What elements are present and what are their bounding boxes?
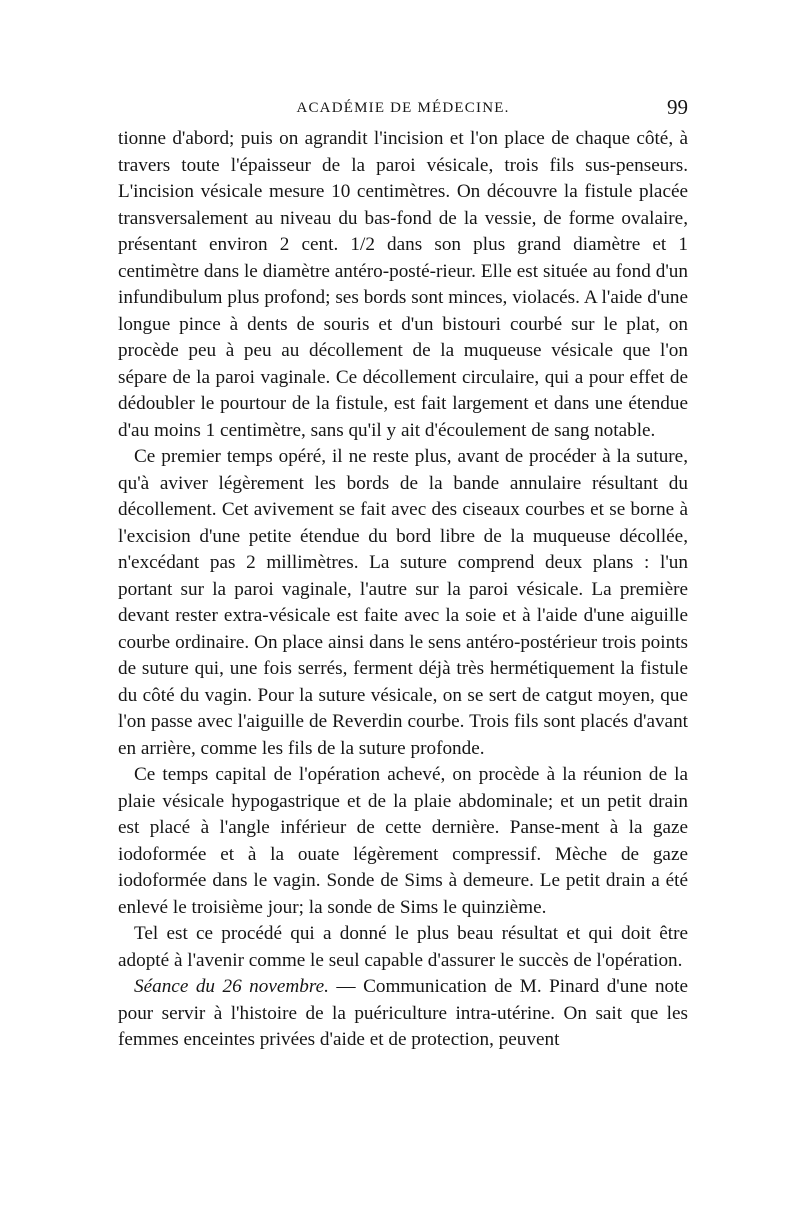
page-number: 99	[667, 95, 688, 119]
paragraph-continued: tionne d'abord; puis on agrandit l'incision et l'on place de chaque côté, à travers toute l'épaisseur de la paroi vésicale, trois fils sus-penseurs. L'incision vésicale mesure 10 centimètres. On découvre la fistule placée transversalement au niveau du bas-fond de la vessie, de forme ovalaire, présentant environ 2 cent. 1/2 dans son plus grand diamètre et 1 centimètre dans le diamètre antéro-posté-rieur. Elle est située au fond d'un infundibulum plus profond; ses bords sont minces, violacés. A l'aide d'une longue pince à dents de souris et d'un bistouri courbé sur le plat, on procède peu à peu au décollement de la muqueuse vésicale que l'on sépare de la paroi vaginale. Ce décollement circulaire, qui a pour effet de dédoubler le pourtour de la fistule, est fait largement et dans une étendue d'au moins 1 centimètre, sans qu'il y ait d'écoulement de sang notable.	[118, 128, 688, 441]
session-heading: Séance du 26 novembre.	[134, 976, 329, 997]
body-text	[118, 126, 688, 1054]
running-title: ACADÉMIE DE MÉDECINE.	[296, 100, 510, 116]
running-head	[118, 96, 688, 120]
paragraph-session	[118, 974, 688, 1054]
paragraph-closure: Ce temps capital de l'opération achevé, on procède à la réunion de la plaie vésicale hypogastrique et de la plaie abdominale; et un petit drain est placé à l'angle inférieur de cette dernière. Panse-ment à la gaze iodoformée et à la ouate légèrement compressif. Mèche de gaze iodoformée dans le vagin. Sonde de Sims à demeure. Le petit drain a été enlevé le troisième jour; la sonde de Sims le quinzième.	[118, 764, 688, 918]
paragraph-suture: Ce premier temps opéré, il ne reste plus, avant de procéder à la suture, qu'à aviver légèrement les bords de la bande annulaire résultant du décollement. Cet avivement se fait avec des ciseaux courbes et se borne à l'excision d'une petite étendue du bord libre de la muqueuse décollée, n'excédant pas 2 millimètres. La suture comprend deux plans : l'un portant sur la paroi vaginale, l'autre sur la paroi vésicale. La première devant rester extra-vésicale est faite avec la soie et à l'aide d'une aiguille courbe ordinaire. On place ainsi dans le sens antéro-postérieur trois points de suture qui, une fois serrés, ferment déjà très hermétiquement la fistule du côté du vagin. Pour la suture vésicale, on se sert de catgut moyen, que l'on passe avec l'aiguille de Reverdin courbe. Trois fils sont placés d'avant en arrière, comme les fils de la suture profonde.	[118, 446, 688, 759]
paragraph-conclusion: Tel est ce procédé qui a donné le plus beau résultat et qui doit être adopté à l'avenir comme le seul capable d'assurer le succès de l'opération.	[118, 923, 688, 971]
session-text: — Communication de M. Pinard d'une note pour servir à l'histoire de la puériculture intra-utérine. On sait que les femmes enceintes privées d'aide et de protection, peuvent	[118, 976, 688, 1050]
